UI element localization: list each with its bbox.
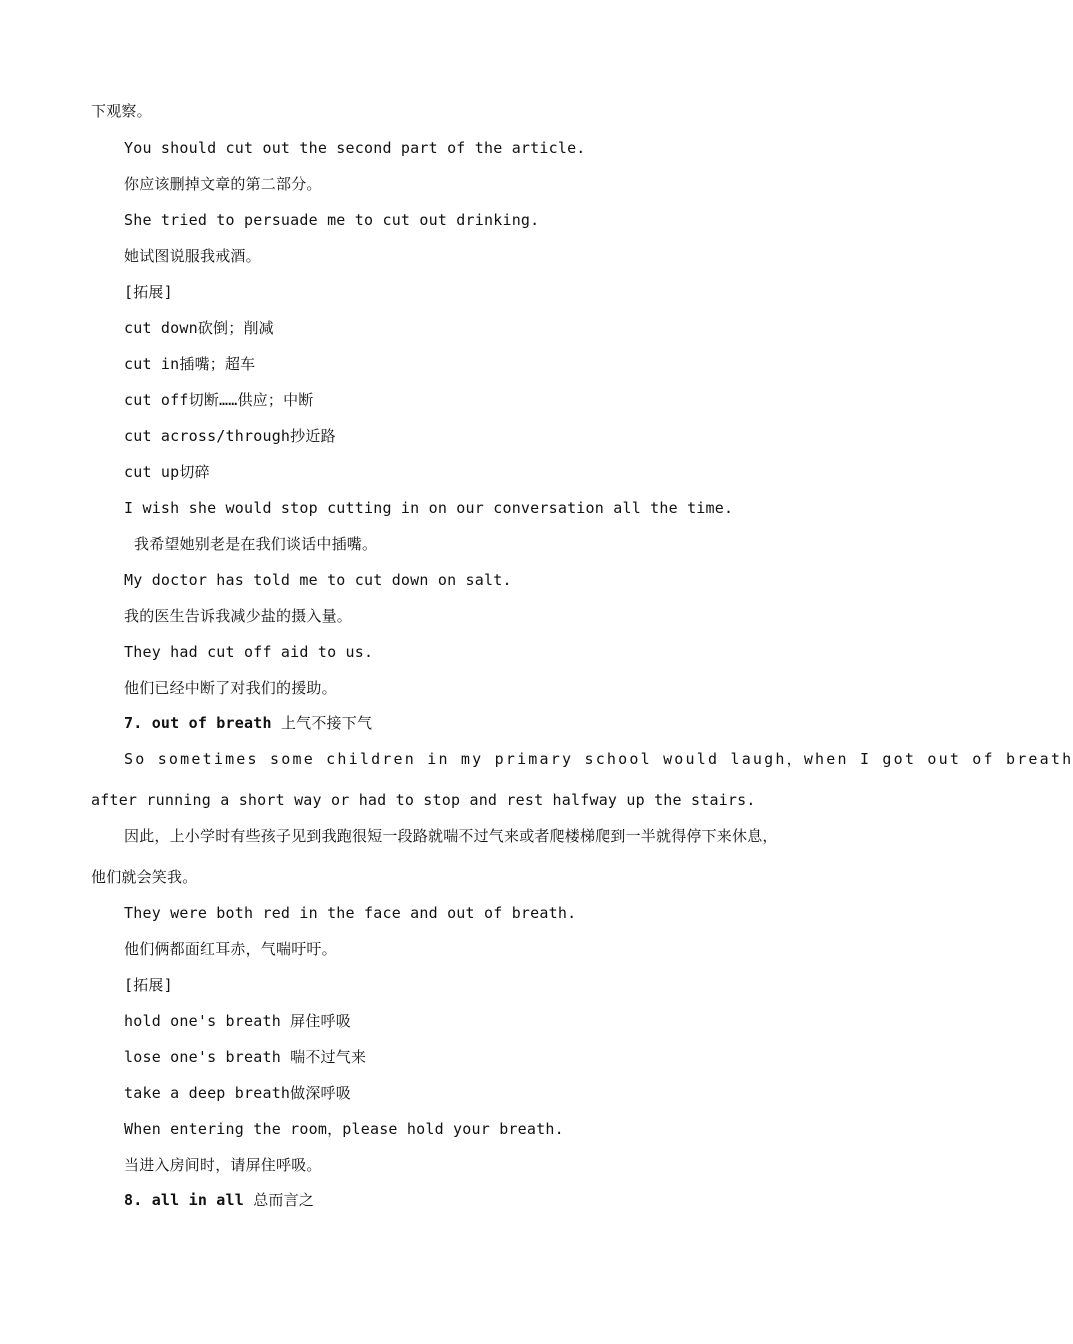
heading-term: 8. all in all <box>124 1191 244 1209</box>
heading-term: 7. out of breath <box>124 714 272 732</box>
expansion-label: [拓展] <box>124 976 173 994</box>
translation-line: 因此，上小学时有些孩子见到我跑很短一段路就喘不过气来或者爬楼梯爬到一半就得停下来休息， <box>124 827 778 845</box>
example-sentence-continued: after running a short way or had to stop and rest halfway up the stairs. <box>91 791 756 809</box>
text-line: 下观察。 <box>91 102 152 120</box>
example-sentence: She tried to persuade me to cut out drinking. <box>124 211 540 229</box>
expansion-label: [拓展] <box>124 283 173 301</box>
translation-line: 她试图说服我戒酒。 <box>124 247 261 265</box>
translation-line-continued: 他们就会笑我。 <box>91 868 198 886</box>
phrase-item: hold one's breath 屏住呼吸 <box>124 1012 351 1030</box>
translation-line: 你应该删掉文章的第二部分。 <box>124 175 322 193</box>
phrase-item: cut off切断……供应；中断 <box>124 391 314 409</box>
translation-line: 我的医生告诉我减少盐的摄入量。 <box>124 607 353 625</box>
translation-line: 我希望她别老是在我们谈话中插嘴。 <box>134 535 378 553</box>
example-sentence: You should cut out the second part of the article. <box>124 139 586 157</box>
section-heading-8 <box>124 1190 314 1210</box>
phrase-item: cut down砍倒；削减 <box>124 319 274 337</box>
translation-line: 当进入房间时，请屏住呼吸。 <box>124 1156 322 1174</box>
heading-meaning: 上气不接下气 <box>280 714 373 732</box>
translation-line: 他们俩都面红耳赤，气喘吁吁。 <box>124 940 337 958</box>
example-sentence: My doctor has told me to cut down on salt. <box>124 571 512 589</box>
section-heading-7 <box>124 713 372 733</box>
phrase-item: cut in插嘴；超车 <box>124 355 256 373</box>
example-sentence: They had cut off aid to us. <box>124 643 374 661</box>
heading-meaning: 总而言之 <box>253 1191 315 1209</box>
example-sentence: I wish she would stop cutting in on our conversation all the time. <box>124 499 734 517</box>
phrase-item: cut up切碎 <box>124 463 210 481</box>
example-sentence: They were both red in the face and out of breath. <box>124 904 577 922</box>
example-sentence: So sometimes some children in my primary school would laugh，when I got out of breath <box>124 750 1073 768</box>
translation-line: 他们已经中断了对我们的援助。 <box>124 679 337 697</box>
example-sentence: When entering the room，please hold your breath. <box>124 1120 564 1138</box>
phrase-item: lose one's breath 喘不过气来 <box>124 1048 367 1066</box>
phrase-item: take a deep breath做深呼吸 <box>124 1084 351 1102</box>
phrase-item: cut across/through抄近路 <box>124 427 336 445</box>
